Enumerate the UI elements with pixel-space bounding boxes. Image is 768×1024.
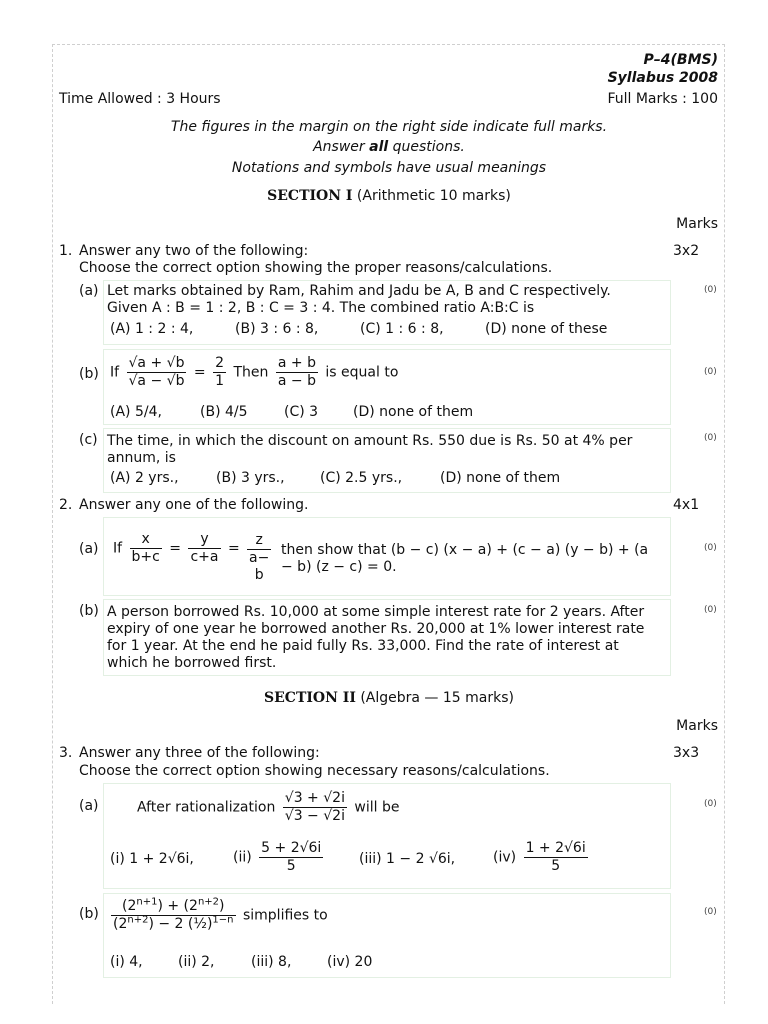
q1b-fraction-3: $\frac{a + b}{a - b}$ [277,355,316,389]
q1c-option-c: (C) 2.5 yrs., [320,470,403,486]
q2b-line2: expiry of one year he borrowed another Rs. 20,000 at 1% lower interest rate [107,621,645,637]
q1c-line2: annum, is [107,450,176,466]
q2a-text-line1: then show that (b − c) (x − a) + (c − a) (y − b) + (a [281,542,649,558]
q3b-label: (b) [79,906,99,922]
q1a-option-c: (C) 1 : 6 : 8, [360,321,444,337]
q1c-option-d: (D) none of them [440,470,561,486]
q1c-option-a: (A) 2 yrs., [110,470,179,486]
section-2-subtitle: (Algebra — 15 marks) [360,690,514,706]
q2b-line4: which he borrowed first. [107,655,277,671]
q2b-line3: for 1 year. At the end he paid fully Rs. 33,000. Find the rate of interest at [107,638,619,654]
q2b-mark: (0) [704,605,717,615]
q1c-label: (c) [79,432,98,448]
q2b-label: (b) [79,603,99,619]
q1-number: 1. [59,243,73,259]
q1b-fraction-1: $\frac{√a + √b}{√a - √b}$ [128,355,185,389]
q2a-text-line2: − b) (z − c) = 0. [281,559,397,575]
q3a-option-iv: (iv) $\frac{1 + 2√6i}{5}$ [493,840,586,874]
q3b-expression: $\frac{(2^{n+1}) + (2^{n+2})}{(2^{n+2}) - 2 (\frac{1}{2})^{1-n}}$ simplifies to [113,896,328,932]
instruction-all-bold: all [369,139,389,155]
q3a-option-ii: (ii) $\frac{5 + 2√6i}{5}$ [233,840,322,874]
q2a-fraction-x: $\frac{x}{b+c}$ [131,531,160,565]
q1b-expression: If $\frac{√a + √b}{√a - √b}$ = $\frac{2}{1}$ Then $\frac{a + b}{a - b}$ is equal to [110,355,399,389]
q2-number: 2. [59,497,73,513]
q3a-mark: (0) [704,799,717,809]
section-2-heading [60,690,718,707]
q2-marks: 4x1 [673,497,700,513]
q2-line1: Answer any one of the following. [79,497,309,513]
q3a-fraction: $\frac{√3 + √2i}{√3 - √2i}$ [284,790,345,824]
marks-label-2: Marks [676,718,718,734]
q1a-line2: Given A : B = 1 : 2, B : C = 3 : 4. The combined ratio A:B:C is [107,300,535,316]
q3b-fraction: $\frac{(2^{n+1}) + (2^{n+2})}{(2^{n+2}) - 2 (\frac{1}{2})^{1-n}}$ [113,896,234,932]
q3a-expression: After rationalization $\frac{√3 + √2i}{√3 - √2i}$ will be [137,790,400,824]
q1c-option-b: (B) 3 yrs., [216,470,285,486]
q1b-option-b: (B) 4/5 [200,404,248,420]
q1b-fraction-2: $\frac{2}{1}$ [215,355,225,389]
full-marks: Full Marks : 100 [607,91,718,107]
section-2-title: SECTION II [264,690,356,706]
q1b-option-c: (C) 3 [284,404,319,420]
q2a-fraction-z: z a− b [249,532,270,583]
instruction-notations: Notations and symbols have usual meanings [231,160,547,176]
q3a-option-iii: (iii) 1 − 2 √6i, [359,851,456,867]
q1c-line1: The time, in which the discount on amount Rs. 550 due is Rs. 50 at 4% per [107,433,633,449]
q1a-option-d: (D) none of these [485,321,608,337]
q2b-line1: A person borrowed Rs. 10,000 at some simple interest rate for 2 years. After [107,604,645,620]
marks-label-1: Marks [676,216,718,232]
section-1-subtitle: (Arithmetic 10 marks) [356,188,511,204]
q1-marks: 3x2 [673,243,700,259]
q1b-label: (b) [79,366,99,382]
q1a-line1: Let marks obtained by Ram, Rahim and Jadu be A, B and C respectively. [107,283,611,299]
q1b-mark: (0) [704,367,717,377]
q1b-option-d: (D) none of them [353,404,474,420]
q1-line1: Answer any two of the following: [79,243,309,259]
q3b-mark: (0) [704,907,717,917]
syllabus-year: Syllabus 2008 [607,70,718,86]
time-allowed: Time Allowed : 3 Hours [59,91,221,107]
section-1-title: SECTION I [267,188,353,204]
q1a-option-b: (B) 3 : 6 : 8, [235,321,319,337]
q3-line2: Choose the correct option showing necessary reasons/calculations. [79,763,550,779]
q1a-mark: (0) [704,285,717,295]
q3-marks: 3x3 [673,745,700,761]
q2a-label: (a) [79,541,99,557]
q2a-equation: If $\frac{x}{b+c}$ = $\frac{y}{c+a}$ = [113,531,240,565]
q3a-label: (a) [79,798,99,814]
q3b-option-iv: (iv) 20 [327,954,373,970]
q2a-fraction-y: $\frac{y}{c+a}$ [190,531,219,565]
section-1-heading [60,188,718,205]
paper-code: P–4(BMS) [643,52,718,68]
q1c-mark: (0) [704,433,717,443]
q3a-option-i: (i) 1 + 2√6i, [110,851,194,867]
q1b-option-a: (A) 5/4, [110,404,162,420]
q3b-option-i: (i) 4, [110,954,143,970]
q3-number: 3. [59,745,73,761]
q2a-mark: (0) [704,543,717,553]
q3b-option-ii: (ii) 2, [178,954,215,970]
q1a-label: (a) [79,283,99,299]
q1-line2: Choose the correct option showing the proper reasons/calculations. [79,260,553,276]
q1a-option-a: (A) 1 : 2 : 4, [110,321,194,337]
instruction-margin: The figures in the margin on the right side indicate full marks. [170,119,608,135]
q3-line1: Answer any three of the following: [79,745,320,761]
instruction-answer-all: Answer all questions. [313,139,465,155]
q3b-option-iii: (iii) 8, [251,954,292,970]
